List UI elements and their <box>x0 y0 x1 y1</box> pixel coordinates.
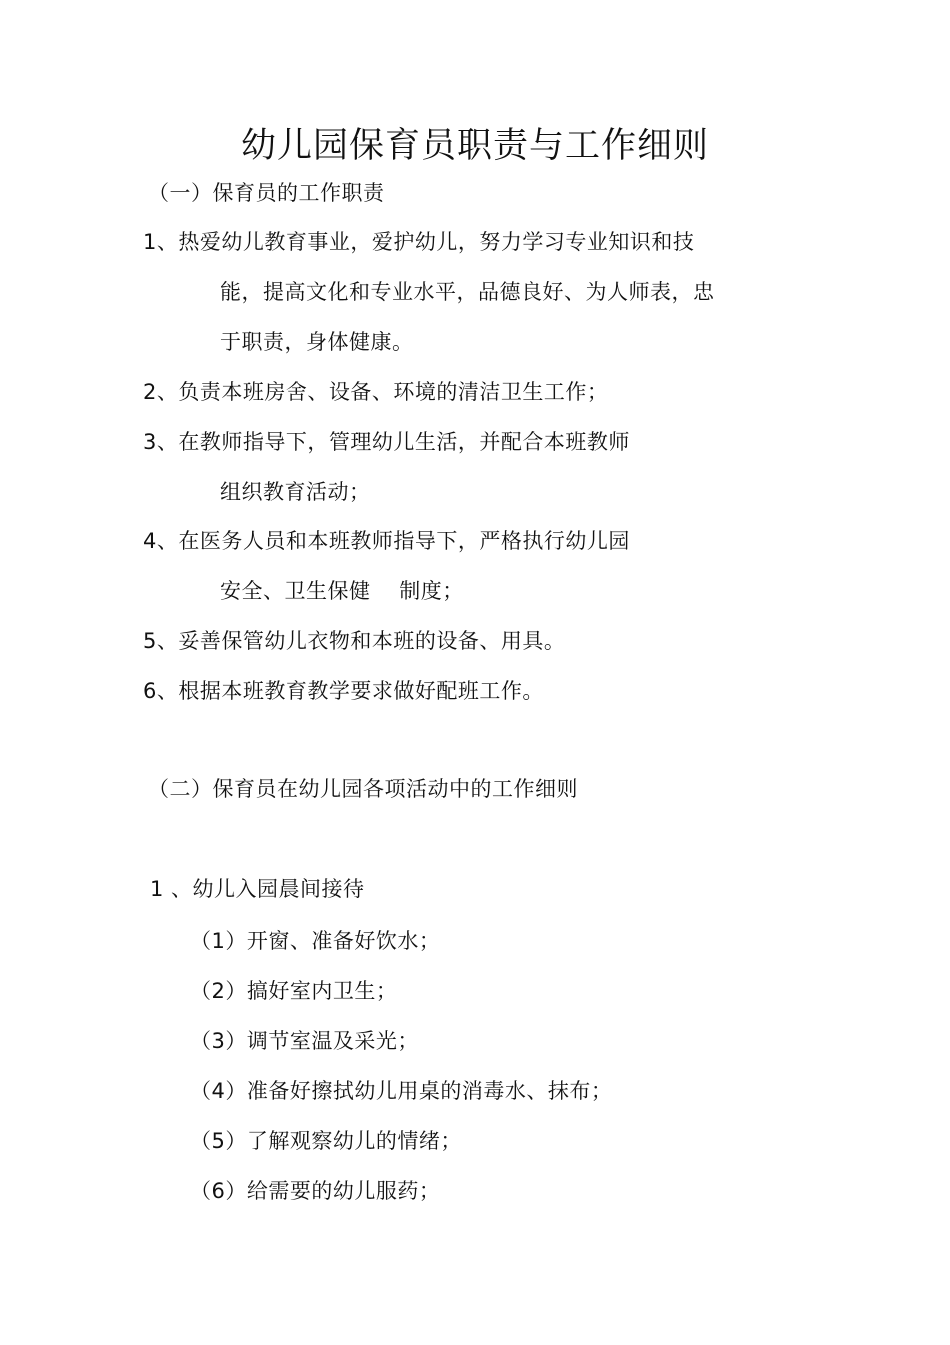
section-2-heading: （二）保育员在幼儿园各项活动中的工作细则 <box>148 777 578 801</box>
duty-item-4-line-1: 4、在医务人员和本班教师指导下，严格执行幼儿园 <box>143 529 630 553</box>
document-title: 幼儿园保育员职责与工作细则 <box>240 126 709 166</box>
duty-item-1-line-3: 于职责，身体健康。 <box>220 330 414 354</box>
detail-item-6: （6）给需要的幼儿服药； <box>190 1179 441 1203</box>
detail-item-2: （2）搞好室内卫生； <box>190 979 398 1003</box>
duty-item-3-line-2: 组织教育活动； <box>220 480 371 504</box>
detail-item-1: （1）开窗、准备好饮水； <box>190 929 441 953</box>
duty-item-1-line-2: 能，提高文化和专业水平，品德良好、为人师表，忠 <box>220 280 715 304</box>
duty-item-2: 2、负责本班房舍、设备、环境的清洁卫生工作； <box>143 380 609 404</box>
detail-item-3: （3）调节室温及采光； <box>190 1029 419 1053</box>
detail-item-5: （5）了解观察幼儿的情绪； <box>190 1129 462 1153</box>
detail-item-4: （4）准备好擦拭幼儿用桌的消毒水、抹布； <box>190 1079 613 1103</box>
duty-item-5: 5、妥善保管幼儿衣物和本班的设备、用具。 <box>143 629 566 653</box>
duty-item-4-line-2: 安全、卫生保健 制度； <box>220 579 464 603</box>
duty-item-6: 6、根据本班教育教学要求做好配班工作。 <box>143 679 544 703</box>
section-1-heading: （一）保育员的工作职责 <box>148 181 385 205</box>
duty-item-3-line-1: 3、在教师指导下，管理幼儿生活，并配合本班教师 <box>143 430 630 454</box>
duty-item-1-line-1: 1、热爱幼儿教育事业，爱护幼儿，努力学习专业知识和技 <box>143 230 695 254</box>
section-2-subheading: 1 、幼儿入园晨间接待 <box>150 877 365 901</box>
